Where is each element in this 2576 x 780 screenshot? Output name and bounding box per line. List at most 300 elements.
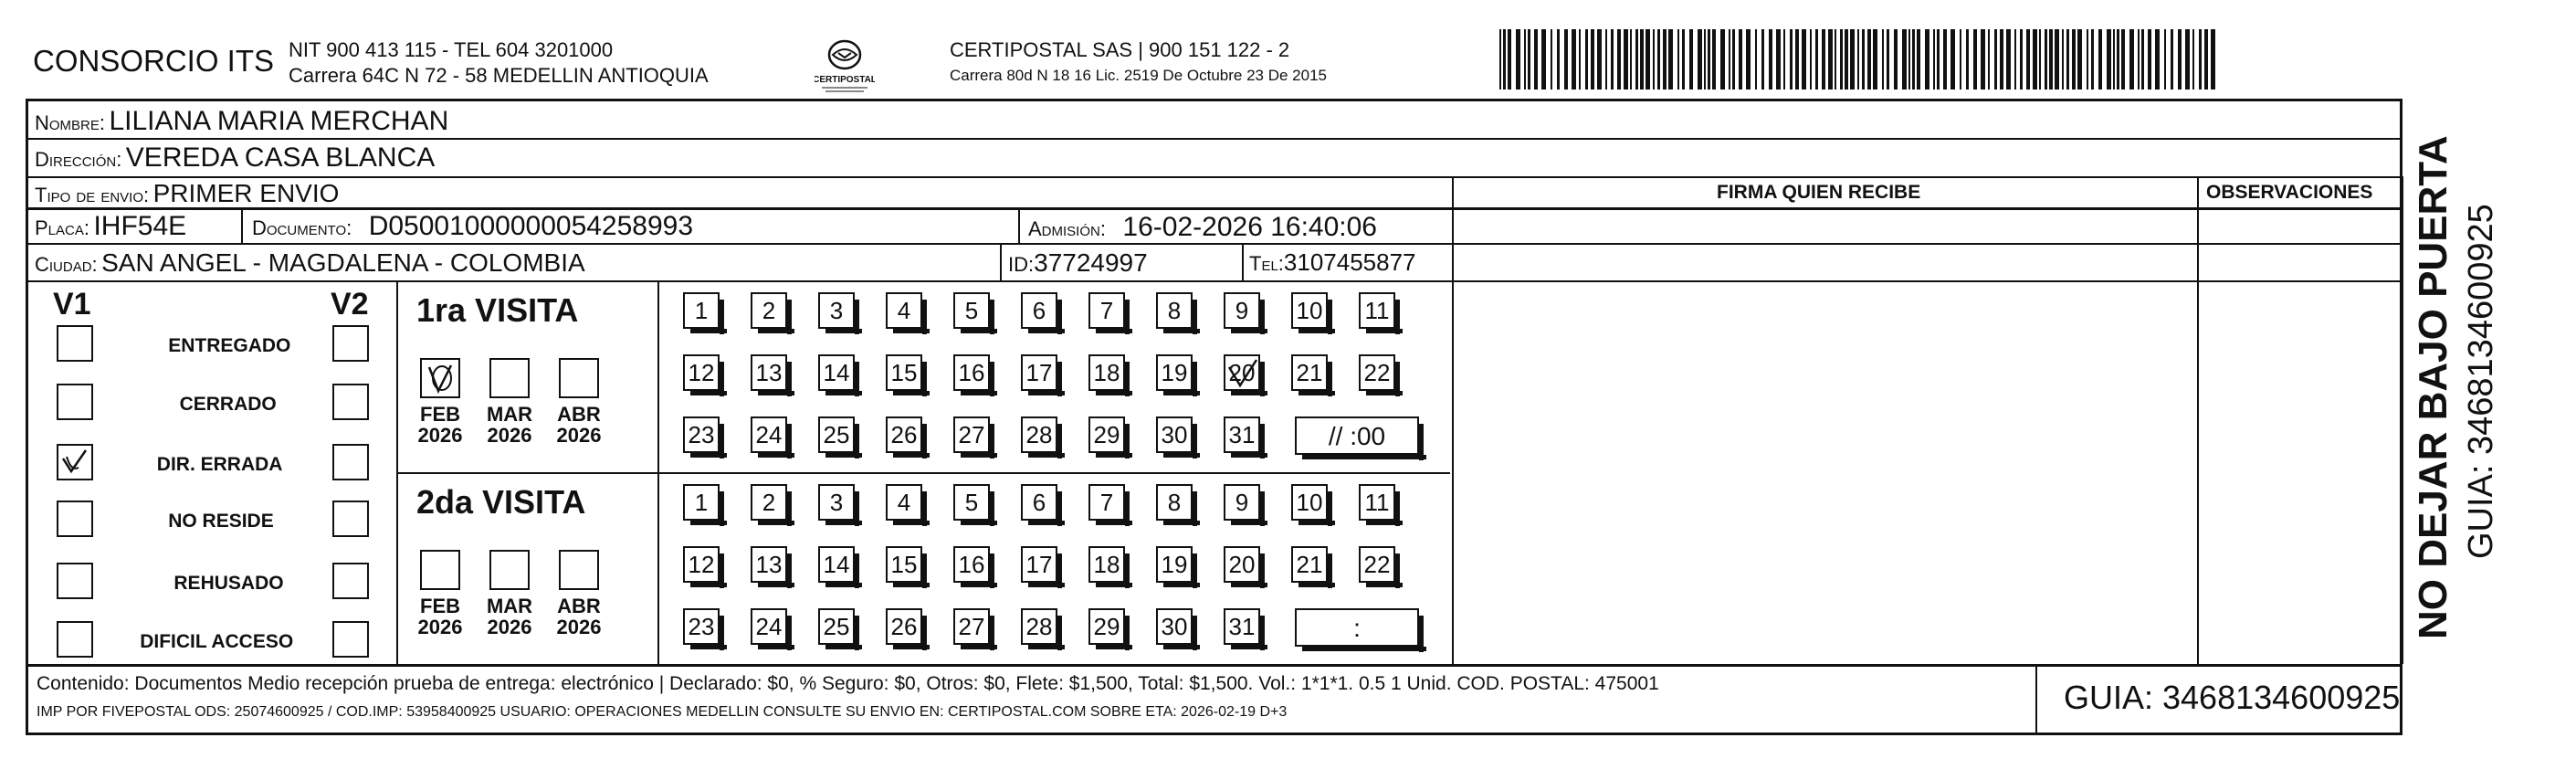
barcode-bar	[2091, 29, 2094, 90]
visit-1-day-2[interactable]	[751, 292, 787, 329]
visit-1-month-label-2	[482, 404, 537, 446]
day-number: 9	[1235, 297, 1249, 324]
day-number: 6	[1032, 489, 1046, 516]
status-label-entregado: ENTREGADO	[168, 335, 291, 356]
day-number: 9	[1235, 489, 1249, 516]
visit-1-day-9[interactable]	[1224, 292, 1260, 329]
visit-2-day-6[interactable]	[1021, 484, 1057, 521]
status-label-no-reside: NO RESIDE	[168, 511, 274, 532]
svg-text:CERTIPOSTAL: CERTIPOSTAL	[815, 75, 875, 85]
barcode-bar	[2117, 29, 2119, 90]
barcode-bar	[1534, 29, 1538, 90]
day-number: 29	[1093, 421, 1120, 448]
v2-checkbox-entregado[interactable]	[332, 325, 369, 362]
barcode-bar	[1902, 29, 1907, 90]
company-address: Carrera 64C N 72 - 58 MEDELLIN ANTIOQUIA	[289, 64, 709, 87]
month-year: 2026	[556, 616, 602, 639]
visit-1-day-1[interactable]	[683, 292, 720, 329]
day-number: 23	[688, 613, 715, 640]
day-number: 21	[1296, 551, 1323, 578]
day-number: 13	[755, 359, 783, 386]
visit-2-day-16[interactable]	[953, 546, 990, 583]
month-year: 2026	[417, 616, 463, 639]
visit-2-day-25[interactable]	[818, 608, 855, 645]
barcode-bar	[1579, 29, 1581, 90]
barcode-bar	[1973, 29, 1977, 90]
day-number: 27	[958, 421, 985, 448]
barcode-bar	[1925, 29, 1929, 90]
barcode-bar	[1917, 29, 1920, 90]
visit-2-day-1[interactable]	[683, 484, 720, 521]
barcode-bar	[2072, 29, 2076, 90]
barcode-bar	[1524, 29, 1526, 90]
visit-2-day-22[interactable]	[1359, 546, 1395, 583]
month-name: MAR	[486, 595, 533, 617]
barcode-bar	[1960, 29, 1961, 90]
barcode-bar	[1761, 29, 1764, 90]
tel-value: 3107455877	[1283, 248, 1416, 276]
day-number: 21	[1296, 359, 1323, 386]
barcode-bar	[1677, 29, 1679, 90]
day-number: 20	[1228, 551, 1256, 578]
barcode-bar	[2033, 29, 2037, 90]
visit-2-day-26[interactable]	[886, 608, 922, 645]
barcode-bar	[2129, 29, 2134, 90]
barcode-bar	[1937, 29, 1940, 90]
v2-checkbox-dir-errada[interactable]	[332, 444, 369, 480]
visit-1-day-13[interactable]	[751, 354, 787, 391]
visit-2-day-7[interactable]	[1088, 484, 1125, 521]
day-number: 30	[1161, 613, 1188, 640]
month-name: MAR	[486, 403, 533, 426]
v1-checkbox-dificil-acceso[interactable]	[57, 621, 93, 658]
ciudad-cell	[35, 250, 585, 276]
v2-checkbox-no-reside[interactable]	[332, 501, 369, 537]
barcode-bar	[1933, 29, 1935, 90]
barcode-bar	[1795, 29, 1799, 90]
barcode-bar	[1746, 29, 1751, 90]
barcode-bar	[1653, 29, 1655, 90]
barcode-bar	[2066, 29, 2069, 90]
barcode-bar	[2006, 29, 2011, 90]
visit-2-day-15[interactable]	[886, 546, 922, 583]
barcode-bar	[1635, 29, 1638, 90]
day-number: 15	[890, 359, 918, 386]
visit-1-month-box-3[interactable]	[559, 358, 599, 398]
barcode-bar	[1689, 29, 1693, 90]
visit-1-title: 1ra VISITA	[416, 291, 579, 329]
visit-time-value: // :00	[1328, 422, 1386, 450]
visit-2-day-31[interactable]	[1224, 608, 1260, 645]
day-number: 1	[694, 297, 709, 324]
v2-label: V2	[331, 287, 369, 321]
visit-2-day-23[interactable]	[683, 608, 720, 645]
barcode-bar	[2204, 29, 2208, 90]
company-name: CONSORCIO ITS	[33, 44, 275, 78]
direccion-row	[35, 144, 435, 172]
day-number: 11	[1364, 297, 1390, 324]
ciudad-label: Ciudad:	[35, 253, 98, 276]
barcode-bar	[2020, 29, 2023, 90]
v2-checkbox-rehusado[interactable]	[332, 563, 369, 599]
barcode-bar	[2199, 29, 2202, 90]
id-cell	[1008, 250, 1148, 276]
month-year: 2026	[556, 424, 602, 448]
barcode-bar	[1790, 29, 1793, 90]
barcode-bar	[1645, 29, 1650, 90]
barcode-bar	[1887, 29, 1889, 90]
visit-2-day-27[interactable]	[953, 608, 990, 645]
visit-1-day-14[interactable]	[818, 354, 855, 391]
day-number: 1	[694, 489, 709, 516]
visit-2-day-18[interactable]	[1088, 546, 1125, 583]
barcode-bar	[1840, 29, 1843, 90]
day-number: 8	[1167, 489, 1182, 516]
visit-1-day-29[interactable]	[1088, 416, 1125, 453]
barcode-bar	[2121, 29, 2125, 90]
barcode-bar	[1729, 29, 1730, 90]
visit-1-day-6[interactable]	[1021, 292, 1057, 329]
visit-2-month-box-1[interactable]	[420, 550, 460, 590]
barcode	[1498, 29, 2219, 90]
admision-label: Admisión:	[1028, 217, 1106, 240]
guide-frame	[26, 99, 2403, 735]
visit-1-day-31[interactable]	[1224, 416, 1260, 453]
barcode-bar	[1668, 29, 1673, 90]
barcode-bar	[1617, 29, 1621, 90]
admision-cell	[1028, 214, 1377, 241]
check-mark-icon	[58, 446, 91, 479]
day-number: 14	[823, 359, 850, 386]
day-number: 16	[958, 551, 985, 578]
visit-2-day-30[interactable]	[1156, 608, 1193, 645]
barcode-bar	[1828, 29, 1833, 90]
visit-1-day-5[interactable]	[953, 292, 990, 329]
documento-value: D05001000000054258993	[368, 211, 694, 241]
visit-2-day-11[interactable]	[1359, 484, 1395, 521]
visit-2-day-12[interactable]	[683, 546, 720, 583]
tipo-row	[35, 181, 339, 206]
placa-value: IHF54E	[93, 211, 187, 241]
visit-1-day-18[interactable]	[1088, 354, 1125, 391]
barcode-bar	[2045, 29, 2047, 90]
barcode-bar	[1551, 29, 1552, 90]
nombre-row	[35, 108, 448, 135]
visit-1-day-3[interactable]	[818, 292, 855, 329]
day-number: 18	[1093, 359, 1120, 386]
barcode-bar	[1585, 29, 1588, 90]
barcode-bar	[1698, 29, 1702, 90]
day-number: 3	[829, 297, 844, 324]
barcode-bar	[1810, 29, 1812, 90]
observaciones-header: OBSERVACIONES	[2206, 182, 2373, 203]
visit-2-month-box-3[interactable]	[559, 550, 599, 590]
v1-checkbox-cerrado[interactable]	[57, 384, 93, 420]
visit-1-day-26[interactable]	[886, 416, 922, 453]
v1-checkbox-no-reside[interactable]	[57, 501, 93, 537]
barcode-bar	[2185, 29, 2190, 90]
visit-1-day-17[interactable]	[1021, 354, 1057, 391]
barcode-bar	[1528, 29, 1530, 90]
day-number: 22	[1363, 551, 1391, 578]
visit-2-day-20[interactable]	[1224, 546, 1260, 583]
barcode-bar	[2098, 29, 2102, 90]
nombre-value: LILIANA MARIA MERCHAN	[109, 106, 449, 136]
side-warning: NO DEJAR BAJO PUERTA	[2411, 135, 2455, 639]
visit-1-day-23[interactable]	[683, 416, 720, 453]
day-number: 24	[755, 421, 783, 448]
barcode-bar	[2107, 29, 2111, 90]
status-label-cerrado: CERRADO	[179, 394, 277, 415]
month-name: ABR	[557, 595, 601, 617]
visit-1-day-30[interactable]	[1156, 416, 1193, 453]
barcode-bar	[1732, 29, 1735, 90]
month-year: 2026	[417, 424, 463, 448]
v1-checkbox-rehusado[interactable]	[57, 563, 93, 599]
day-number: 29	[1093, 613, 1120, 640]
barcode-bar	[1908, 29, 1910, 90]
direccion-value: VEREDA CASA BLANCA	[125, 142, 436, 173]
visit-1-day-24[interactable]	[751, 416, 787, 453]
visit-1-day-11[interactable]	[1359, 292, 1395, 329]
day-number: 26	[890, 613, 918, 640]
v1-checkbox-dir-errada[interactable]	[57, 444, 93, 480]
visit-2-day-14[interactable]	[818, 546, 855, 583]
day-number: 19	[1161, 551, 1188, 578]
v1-checkbox-entregado[interactable]	[57, 325, 93, 362]
visit-2-month-label-2	[482, 596, 537, 638]
tel-cell	[1249, 250, 1416, 274]
visit-2-month-label-1	[413, 596, 468, 638]
barcode-bar	[2026, 29, 2030, 90]
visit-2-day-21[interactable]	[1291, 546, 1328, 583]
visit-1-day-10[interactable]	[1291, 292, 1328, 329]
visit-1-month-box-2[interactable]	[489, 358, 530, 398]
day-number: 2	[762, 297, 776, 324]
visit-2-day-10[interactable]	[1291, 484, 1328, 521]
v2-checkbox-cerrado[interactable]	[332, 384, 369, 420]
barcode-bar	[1597, 29, 1602, 90]
visit-1-month-box-1[interactable]	[420, 358, 460, 398]
barcode-bar	[1712, 29, 1716, 90]
day-number: 25	[823, 421, 850, 448]
day-number: 5	[964, 297, 979, 324]
admision-value: 16-02-2026 16:40:06	[1122, 212, 1377, 242]
documento-cell	[252, 213, 693, 240]
footer-imp: IMP POR FIVEPOSTAL ODS: 25074600925 / COD.IMP: 53958400925 USUARIO: OPERACIONES MEDELLIN CONSULTE SU ENVIO EN: CERTIPOSTAL.COM SOBRE ETA: 2026-02-19 D+3	[37, 704, 1288, 720]
barcode-bar	[2148, 29, 2151, 90]
barcode-bar	[2138, 29, 2140, 90]
barcode-bar	[2014, 29, 2016, 90]
check-mark-icon	[422, 360, 458, 396]
barcode-bar	[1663, 29, 1667, 90]
barcode-bar	[1739, 29, 1742, 90]
day-number: 6	[1032, 297, 1046, 324]
day-number: 2	[762, 489, 776, 516]
day-number: 31	[1228, 613, 1256, 640]
tipo-value: PRIMER ENVIO	[152, 179, 340, 207]
barcode-bar	[1850, 29, 1855, 90]
barcode-bar	[1704, 29, 1706, 90]
visit-1-day-12[interactable]	[683, 354, 720, 391]
visit-1-day-28[interactable]	[1021, 416, 1057, 453]
day-number: 31	[1228, 421, 1256, 448]
visit-2-day-24[interactable]	[751, 608, 787, 645]
day-number: 28	[1025, 421, 1053, 448]
visit-2-day-8[interactable]	[1156, 484, 1193, 521]
barcode-bar	[1943, 29, 1947, 90]
visit-1-day-19[interactable]	[1156, 354, 1193, 391]
id-value: 37724997	[1034, 248, 1148, 277]
visit-1-day-4[interactable]	[886, 292, 922, 329]
barcode-bar	[1624, 29, 1628, 90]
day-number: 13	[755, 551, 783, 578]
visit-2-month-box-2[interactable]	[489, 550, 530, 590]
visit-2-day-5[interactable]	[953, 484, 990, 521]
barcode-bar	[1857, 29, 1859, 90]
barcode-bar	[1994, 29, 1997, 90]
barcode-bar	[2087, 29, 2088, 90]
day-number: 24	[755, 613, 783, 640]
day-number: 7	[1099, 489, 1114, 516]
visit-2-day-4[interactable]	[886, 484, 922, 521]
barcode-bar	[2049, 29, 2053, 90]
barcode-bar	[1755, 29, 1757, 90]
day-number: 4	[897, 297, 911, 324]
barcode-bar	[2141, 29, 2144, 90]
visit-2-day-13[interactable]	[751, 546, 787, 583]
barcode-bar	[2039, 29, 2041, 90]
barcode-bar	[1640, 29, 1644, 90]
documento-label: Documento:	[252, 216, 352, 239]
footer-guia: GUIA: 3468134600925	[2064, 679, 2401, 716]
barcode-bar	[1776, 29, 1781, 90]
day-number: 11	[1364, 489, 1390, 516]
visit-2-day-9[interactable]	[1224, 484, 1260, 521]
visit-2-day-3[interactable]	[818, 484, 855, 521]
status-label-dir-errada: DIR. ERRADA	[156, 454, 283, 475]
visit-1-day-22[interactable]	[1359, 354, 1395, 391]
company-nit: NIT 900 413 115 - TEL 604 3201000	[289, 38, 614, 61]
visit-2-day-19[interactable]	[1156, 546, 1193, 583]
day-number: 14	[823, 551, 850, 578]
day-number: 17	[1025, 551, 1053, 578]
barcode-bar	[1912, 29, 1915, 90]
barcode-bar	[2155, 29, 2160, 90]
visit-1-time-box[interactable]	[1295, 416, 1419, 455]
certipostal-logo	[815, 35, 875, 97]
visit-1-day-8[interactable]	[1156, 292, 1193, 329]
barcode-bar	[1988, 29, 1990, 90]
visit-1-day-25[interactable]	[818, 416, 855, 453]
month-name: FEB	[420, 403, 460, 426]
barcode-bar	[2164, 29, 2166, 90]
barcode-bar	[1873, 29, 1877, 90]
visit-2-day-28[interactable]	[1021, 608, 1057, 645]
visit-2-day-17[interactable]	[1021, 546, 1057, 583]
barcode-bar	[2178, 29, 2182, 90]
day-number: 4	[897, 489, 911, 516]
barcode-bar	[1981, 29, 1985, 90]
month-name: FEB	[420, 595, 460, 617]
barcode-bar	[1516, 29, 1520, 90]
day-number: 26	[890, 421, 918, 448]
visit-1-month-label-3	[552, 404, 606, 446]
barcode-bar	[2062, 29, 2064, 90]
visit-1-day-16[interactable]	[953, 354, 990, 391]
barcode-bar	[2192, 29, 2194, 90]
day-number: 12	[688, 359, 715, 386]
barcode-bar	[1845, 29, 1848, 90]
courier-name: CERTIPOSTAL SAS | 900 151 122 - 2	[950, 38, 1290, 61]
barcode-bar	[1541, 29, 1546, 90]
tipo-label: Tipo de envio:	[35, 184, 150, 206]
barcode-bar	[2113, 29, 2115, 90]
direccion-label: Dirección:	[35, 148, 122, 171]
day-number: 22	[1363, 359, 1391, 386]
month-year: 2026	[487, 424, 532, 448]
ciudad-value: SAN ANGEL - MAGDALENA - COLOMBIA	[101, 248, 585, 277]
day-number: 12	[688, 551, 715, 578]
visit-2-day-2[interactable]	[751, 484, 787, 521]
v1-label: V1	[53, 287, 91, 321]
day-number: 18	[1093, 551, 1120, 578]
visit-1-day-15[interactable]	[886, 354, 922, 391]
barcode-bar	[1508, 29, 1511, 90]
firma-header: FIRMA QUIEN RECIBE	[1717, 182, 1921, 203]
placa-label: Placa:	[35, 216, 89, 239]
side-guia: GUIA: 3468134600925	[2462, 204, 2500, 559]
day-number: 15	[890, 551, 918, 578]
day-number: 10	[1296, 489, 1323, 516]
barcode-bar	[1557, 29, 1560, 90]
tel-label: Tel:	[1249, 252, 1284, 275]
barcode-bar	[1591, 29, 1594, 90]
day-number: 23	[688, 421, 715, 448]
visit-2-time-box[interactable]	[1295, 608, 1419, 647]
day-number: 10	[1296, 297, 1323, 324]
visit-1-day-27[interactable]	[953, 416, 990, 453]
barcode-bar	[2211, 29, 2215, 90]
id-label: ID:	[1008, 253, 1035, 276]
visit-1-day-7[interactable]	[1088, 292, 1125, 329]
day-number: 8	[1167, 297, 1182, 324]
barcode-bar	[1950, 29, 1955, 90]
barcode-bar	[2055, 29, 2059, 90]
barcode-bar	[1835, 29, 1836, 90]
barcode-bar	[1769, 29, 1772, 90]
nombre-label: Nombre:	[35, 111, 106, 134]
visit-1-day-20[interactable]	[1224, 354, 1260, 391]
barcode-bar	[1783, 29, 1785, 90]
barcode-bar	[1720, 29, 1725, 90]
day-number: 3	[829, 489, 844, 516]
month-name: ABR	[557, 403, 601, 426]
v2-checkbox-dificil-acceso[interactable]	[332, 621, 369, 658]
barcode-bar	[2171, 29, 2173, 90]
barcode-bar	[2077, 29, 2082, 90]
day-number: 25	[823, 613, 850, 640]
barcode-bar	[1605, 29, 1607, 90]
visit-1-day-21[interactable]	[1291, 354, 1328, 391]
barcode-bar	[1503, 29, 1506, 90]
barcode-bar	[1822, 29, 1825, 90]
courier-address: Carrera 80d N 18 16 Lic. 2519 De Octubre 23 De 2015	[950, 67, 1327, 84]
barcode-bar	[1708, 29, 1710, 90]
barcode-bar	[1966, 29, 1969, 90]
visit-2-day-29[interactable]	[1088, 608, 1125, 645]
day-number: 7	[1099, 297, 1114, 324]
